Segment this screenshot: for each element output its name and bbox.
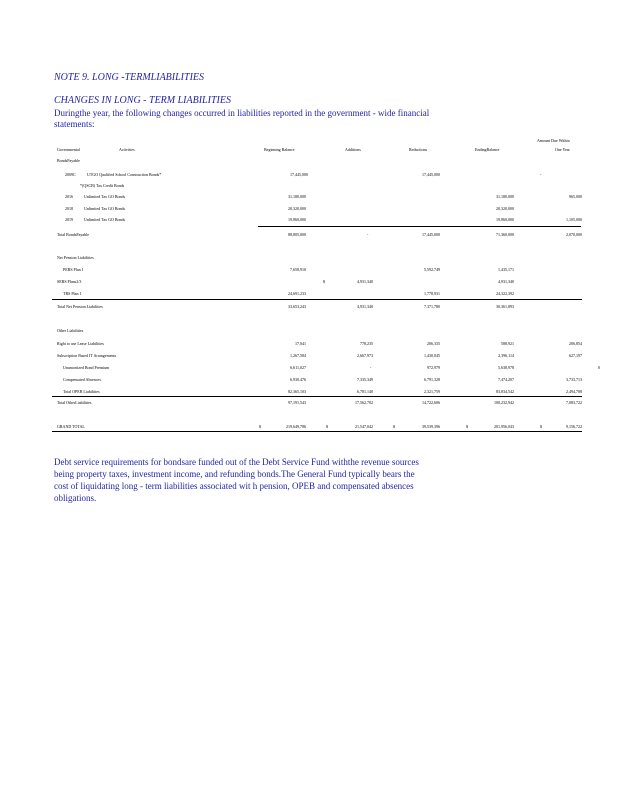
trs-reductions: 1,778,931 bbox=[424, 291, 440, 296]
pers-reductions: 5,592,749 bbox=[424, 267, 440, 272]
total-bonds-label: Total BondsPayable bbox=[57, 232, 90, 237]
grand-dollar-5: $ bbox=[540, 424, 542, 429]
total-npl-begin: 33,653,243 bbox=[288, 304, 306, 309]
sbita-begin: 1,267,584 bbox=[290, 353, 306, 358]
grand-end: 201,956,043 bbox=[494, 424, 514, 429]
pers-label: PERS Plan 1 bbox=[63, 267, 84, 272]
unamortized-end: 5,638,978 bbox=[498, 365, 514, 370]
row-2009-year: 2009C bbox=[65, 172, 76, 177]
trs-label: TRS Plan 1 bbox=[63, 291, 82, 296]
compensated-end: 7,474,207 bbox=[498, 377, 514, 382]
pers-begin: 7,658,910 bbox=[290, 267, 306, 272]
unamortized-reductions: 972,979 bbox=[427, 365, 440, 370]
total-npl-label: Total Net Pension Liabilities bbox=[57, 304, 103, 309]
hdr-amount-due: Amount Due Within bbox=[537, 138, 570, 143]
sbita-end: 2,396,114 bbox=[498, 353, 514, 358]
row-2018-begin: 20,320,000 bbox=[288, 206, 306, 211]
rou-additions: 778,235 bbox=[360, 341, 373, 346]
hdr-beginning-balance: Beginning Balance bbox=[264, 147, 295, 152]
rou-reductions: 206,335 bbox=[427, 341, 440, 346]
opeb-additions: 6,781,140 bbox=[357, 389, 373, 394]
grand-dollar-3: $ bbox=[393, 424, 395, 429]
qscb-label: *(QSCB) Tax Credit Bonds bbox=[80, 183, 125, 188]
intro-line-1: Duringthe year, the following changes occurred in liabilities reported in the government - wide financial bbox=[54, 108, 430, 118]
grand-dollar-2: $ bbox=[326, 424, 328, 429]
hdr-governmental: Governmental bbox=[57, 147, 80, 152]
sers-end: 4,931,340 bbox=[498, 279, 514, 284]
footer-line-1: Debt service requirements for bondsare funded out of the Debt Service Fund withthe revenue sources bbox=[54, 457, 419, 467]
unamortized-additions: - bbox=[370, 365, 372, 370]
opeb-reductions: 2,321,759 bbox=[424, 389, 440, 394]
trs-end: 24,322,392 bbox=[496, 291, 514, 296]
footer-line-3: cost of liquidating long - term liabilities associated wit h pension, OPEB and compensated absences bbox=[54, 481, 414, 491]
rou-end: 588,921 bbox=[501, 341, 514, 346]
grand-total-rule bbox=[52, 431, 582, 432]
total-other-reductions: 14,722,606 bbox=[422, 400, 440, 405]
unamortized-label: Unamortized Bond Premium bbox=[63, 365, 110, 370]
row-2018-label: Unlimited Tax GO Bonds bbox=[84, 206, 126, 211]
row-2019-begin: 19,860,000 bbox=[288, 217, 306, 222]
sbita-due: 627,197 bbox=[569, 353, 582, 358]
section-other-liabilities: Other Liabilities bbox=[57, 328, 84, 333]
row-2016-year: 2016 bbox=[65, 194, 73, 199]
sbita-reductions: 1,430,045 bbox=[424, 353, 440, 358]
total-other-begin: 97,191,543 bbox=[288, 400, 306, 405]
compensated-label: Compensated Absences bbox=[63, 377, 101, 382]
grand-dollar-1: $ bbox=[259, 424, 261, 429]
row-2018-year: 2018 bbox=[65, 206, 73, 211]
sers-label: SERS Plans2/3 bbox=[57, 279, 82, 284]
sers-additions: 4,931,340 bbox=[357, 279, 373, 284]
rou-begin: 17,041 bbox=[295, 341, 306, 346]
total-bonds-end: 71,360,000 bbox=[496, 232, 514, 237]
row-2016-begin: 31,180,000 bbox=[288, 194, 306, 199]
hdr-activities: Activities bbox=[119, 147, 135, 152]
total-other-end: 100,232,942 bbox=[494, 400, 514, 405]
row-2009-reductions: 17,445,000 bbox=[422, 172, 440, 177]
total-npl-reductions: 7,371,780 bbox=[424, 304, 440, 309]
footer-line-4: obligations. bbox=[54, 493, 97, 503]
sbita-label: Subscription Based IT Arrangements bbox=[57, 353, 117, 358]
unamortized-begin: 6,611,027 bbox=[290, 365, 306, 370]
row-2019-year: 2019 bbox=[65, 217, 73, 222]
total-npl-additions: 4,931,340 bbox=[357, 304, 373, 309]
rou-due: 206,854 bbox=[569, 341, 582, 346]
total-other-label: Total OtherLiabilities bbox=[57, 400, 92, 405]
trs-begin: 24,691,233 bbox=[288, 291, 306, 296]
row-2019-due: 1,105,000 bbox=[566, 217, 582, 222]
hdr-reductions: Reductions bbox=[409, 147, 427, 152]
opeb-end: 83,834,542 bbox=[496, 389, 514, 394]
section-bonds-payable: BondsPayable bbox=[57, 158, 80, 163]
pers-end: 1,435,171 bbox=[498, 267, 514, 272]
grand-reductions: 39,539,396 bbox=[422, 424, 440, 429]
section-net-pension: Net Pension Liabilities bbox=[57, 255, 94, 260]
note-subtitle: CHANGES IN LONG - TERM LIABILITIES bbox=[54, 95, 231, 106]
row-2016-due: 965,000 bbox=[569, 194, 582, 199]
other-subtotal-rule bbox=[52, 396, 582, 397]
row-2009-dash: - bbox=[540, 172, 542, 177]
sers-dollar: $ bbox=[323, 279, 325, 284]
pension-subtotal-rule bbox=[52, 299, 582, 300]
total-bonds-begin: 88,805,000 bbox=[288, 232, 306, 237]
rou-label: Right to use Lease Liabilities bbox=[57, 341, 104, 346]
row-2009-label: UTGO Qualified School Construction Bonds* bbox=[87, 172, 162, 177]
hdr-one-year: One Year bbox=[555, 147, 570, 152]
opeb-due: 2,494,708 bbox=[566, 389, 582, 394]
hdr-additions: Additions bbox=[345, 147, 361, 152]
grand-due: 9,156,722 bbox=[566, 424, 582, 429]
footer-line-2: being property taxes, investment income, and refunding bonds.The General Fund typically bears the bbox=[54, 469, 415, 479]
total-other-due: 7,083,722 bbox=[566, 400, 582, 405]
row-2018-end: 20,320,000 bbox=[496, 206, 514, 211]
row-2016-label: Unlimited Tax GO Bonds bbox=[84, 194, 126, 199]
grand-total-label: GRAND TOTAL bbox=[57, 424, 85, 429]
grand-additions: 21,547,042 bbox=[355, 424, 373, 429]
total-bonds-due: 2,070,000 bbox=[566, 232, 582, 237]
compensated-due: 3,733,713 bbox=[566, 377, 582, 382]
total-other-additions: 17,562,702 bbox=[355, 400, 373, 405]
note-title: NOTE 9. LONG -TERMLIABILITIES bbox=[54, 72, 205, 83]
unamortized-due: 0 bbox=[598, 365, 600, 370]
compensated-begin: 6,930,476 bbox=[290, 377, 306, 382]
total-bonds-reductions: 17,445,000 bbox=[422, 232, 440, 237]
row-2009-begin: 17,445,000 bbox=[290, 172, 308, 177]
opeb-begin: 82,365,103 bbox=[288, 389, 306, 394]
grand-dollar-4: $ bbox=[466, 424, 468, 429]
compensated-additions: 7,335,349 bbox=[357, 377, 373, 382]
compensated-reductions: 6,791,328 bbox=[424, 377, 440, 382]
total-bonds-additions: - bbox=[367, 232, 369, 237]
row-2019-end: 19,860,000 bbox=[496, 217, 514, 222]
intro-line-2: statements: bbox=[54, 119, 95, 129]
row-2019-label: Unlimited Tax GO Bonds bbox=[84, 217, 126, 222]
sbita-additions: 2,667,973 bbox=[357, 353, 373, 358]
row-2016-end: 31,180,000 bbox=[496, 194, 514, 199]
bonds-subtotal-rule bbox=[258, 226, 581, 227]
grand-begin: 219,649,786 bbox=[286, 424, 306, 429]
total-npl-end: 30,361,893 bbox=[496, 304, 514, 309]
opeb-label: Total OPEB Liabilities bbox=[63, 389, 100, 394]
hdr-ending-balance: EndingBalance bbox=[475, 147, 500, 152]
